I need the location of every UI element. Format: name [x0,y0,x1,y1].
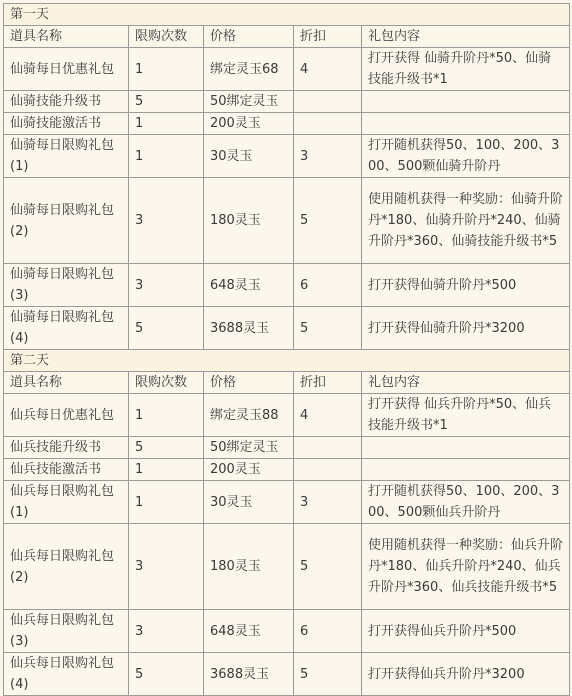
pack-content-cell [362,459,570,481]
item-name-cell: 仙骑每日限购礼包(2) [4,178,129,264]
item-name-cell: 仙兵每日限购礼包(4) [4,653,129,696]
header-item-name: 道具名称 [4,26,129,48]
purchase-limit-cell: 1 [129,394,204,437]
table-row [4,653,570,696]
table-row [4,307,570,350]
header-discount: 折扣 [294,26,362,48]
discount-cell [294,459,362,481]
discount-cell: 3 [294,135,362,178]
price-cell: 200灵玉 [204,113,294,135]
price-cell: 绑定灵玉68 [204,48,294,91]
pack-content-cell [362,113,570,135]
purchase-limit-cell: 3 [129,178,204,264]
item-name-cell: 仙兵技能激活书 [4,459,129,481]
day-section-header [4,350,570,372]
pack-content-cell: 打开获得仙兵升阶丹*3200 [362,653,570,696]
discount-cell: 6 [294,610,362,653]
gift-pack-sheet [3,3,569,696]
column-header-row [4,372,570,394]
day-label: 第一天 [4,4,570,26]
gift-pack-table-body [4,4,570,696]
item-name-cell: 仙兵技能升级书 [4,437,129,459]
price-cell: 50绑定灵玉 [204,437,294,459]
column-header-row [4,26,570,48]
price-cell: 200灵玉 [204,459,294,481]
day-section-header [4,4,570,26]
price-cell: 3688灵玉 [204,307,294,350]
pack-content-cell: 打开随机获得50、100、200、300、500颗仙兵升阶丹 [362,481,570,524]
table-row [4,91,570,113]
purchase-limit-cell: 3 [129,610,204,653]
item-name-cell: 仙兵每日优惠礼包 [4,394,129,437]
table-row [4,135,570,178]
purchase-limit-cell: 1 [129,113,204,135]
pack-content-cell: 打开获得仙兵升阶丹*500 [362,610,570,653]
purchase-limit-cell: 3 [129,524,204,610]
price-cell: 3688灵玉 [204,653,294,696]
discount-cell: 4 [294,48,362,91]
header-price: 价格 [204,372,294,394]
discount-cell [294,113,362,135]
item-name-cell: 仙兵每日限购礼包(1) [4,481,129,524]
price-cell: 绑定灵玉88 [204,394,294,437]
table-row [4,437,570,459]
purchase-limit-cell: 3 [129,264,204,307]
price-cell: 180灵玉 [204,524,294,610]
table-row [4,178,570,264]
discount-cell: 5 [294,524,362,610]
discount-cell: 5 [294,178,362,264]
pack-content-cell: 打开获得仙骑升阶丹*500 [362,264,570,307]
purchase-limit-cell: 5 [129,437,204,459]
header-pack-content: 礼包内容 [362,372,570,394]
pack-content-cell: 使用随机获得一种奖励：仙兵升阶丹*180、仙兵升阶丹*240、仙兵升阶丹*360、仙兵技能升级书*5 [362,524,570,610]
table-row [4,459,570,481]
table-row [4,524,570,610]
pack-content-cell: 打开获得 仙兵升阶丹*50、仙兵技能升级书*1 [362,394,570,437]
price-cell: 648灵玉 [204,264,294,307]
price-cell: 180灵玉 [204,178,294,264]
purchase-limit-cell: 1 [129,459,204,481]
pack-content-cell: 使用随机获得一种奖励：仙骑升阶丹*180、仙骑升阶丹*240、仙骑升阶丹*360、仙骑技能升级书*5 [362,178,570,264]
pack-content-cell [362,91,570,113]
item-name-cell: 仙兵每日限购礼包(3) [4,610,129,653]
item-name-cell: 仙骑每日优惠礼包 [4,48,129,91]
discount-cell: 6 [294,264,362,307]
pack-content-cell: 打开随机获得50、100、200、300、500颗仙骑升阶丹 [362,135,570,178]
item-name-cell: 仙骑每日限购礼包(4) [4,307,129,350]
purchase-limit-cell: 5 [129,653,204,696]
table-row [4,610,570,653]
pack-content-cell [362,437,570,459]
gift-pack-table [3,3,570,696]
item-name-cell: 仙骑技能升级书 [4,91,129,113]
price-cell: 50绑定灵玉 [204,91,294,113]
item-name-cell: 仙骑每日限购礼包(1) [4,135,129,178]
discount-cell: 3 [294,481,362,524]
header-discount: 折扣 [294,372,362,394]
discount-cell: 5 [294,307,362,350]
price-cell: 648灵玉 [204,610,294,653]
table-row [4,481,570,524]
discount-cell [294,91,362,113]
header-purchase-limit: 限购次数 [129,372,204,394]
header-price: 价格 [204,26,294,48]
discount-cell [294,437,362,459]
discount-cell: 5 [294,653,362,696]
table-row [4,113,570,135]
purchase-limit-cell: 1 [129,48,204,91]
item-name-cell: 仙骑每日限购礼包(3) [4,264,129,307]
header-purchase-limit: 限购次数 [129,26,204,48]
item-name-cell: 仙兵每日限购礼包(2) [4,524,129,610]
discount-cell: 4 [294,394,362,437]
header-item-name: 道具名称 [4,372,129,394]
price-cell: 30灵玉 [204,481,294,524]
purchase-limit-cell: 1 [129,135,204,178]
table-row [4,48,570,91]
price-cell: 30灵玉 [204,135,294,178]
purchase-limit-cell: 5 [129,91,204,113]
purchase-limit-cell: 1 [129,481,204,524]
pack-content-cell: 打开获得 仙骑升阶丹*50、仙骑技能升级书*1 [362,48,570,91]
purchase-limit-cell: 5 [129,307,204,350]
pack-content-cell: 打开获得仙骑升阶丹*3200 [362,307,570,350]
table-row [4,394,570,437]
table-row [4,264,570,307]
item-name-cell: 仙骑技能激活书 [4,113,129,135]
header-pack-content: 礼包内容 [362,26,570,48]
day-label: 第二天 [4,350,570,372]
